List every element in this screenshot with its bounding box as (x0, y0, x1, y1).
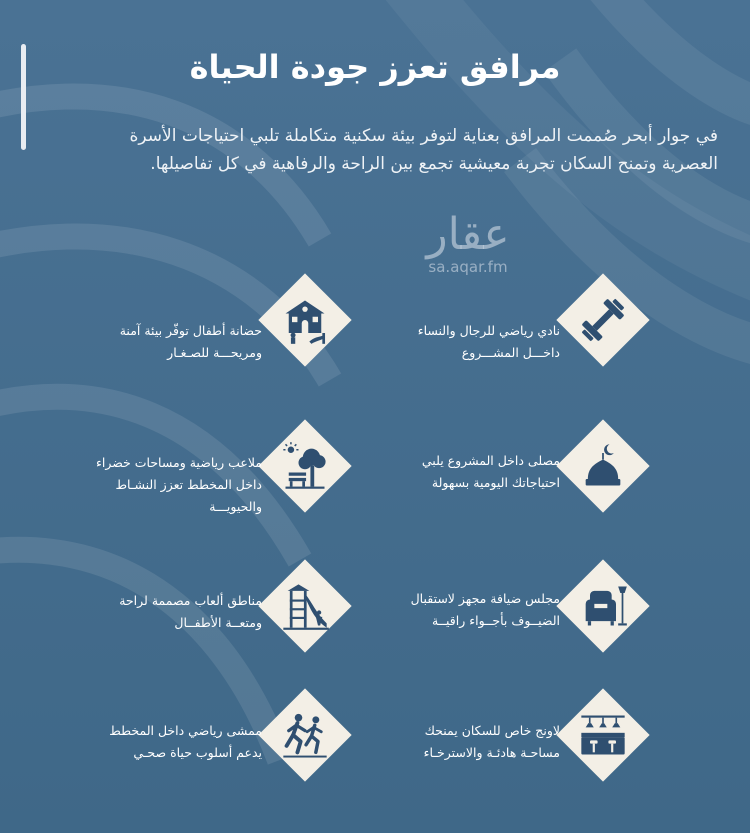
facility-label-line: مجلس ضيافة مجهز لاستقبال (410, 591, 560, 606)
facility-label (350, 720, 560, 764)
page-description: في جوار أبحر صُممت المرافق بعناية لتوفر بيئة سكنية متكاملة تلبي احتياجات الأسرة العصرية وتمنح السكان تجربة معيشية تجمع بين الراحة والرفاهية في كل تفاصيلها. (129, 126, 718, 174)
facility-label-line: داخل المخطط تعزز النشـاط (115, 477, 262, 492)
facility-label-line: مساحـة هادئـة والاسترخـاء (423, 745, 560, 760)
armchair-lamp-icon (577, 580, 629, 632)
facility-label-line: ملاعب رياضية ومساحات خضراء (95, 455, 262, 470)
playground-slide-icon (279, 580, 331, 632)
facility-label-line: احتياجاتك اليومية بسهولة (431, 475, 560, 490)
nursery-icon (279, 294, 331, 346)
dumbbell-icon (577, 294, 629, 346)
watermark (418, 209, 518, 276)
facility-label-line: مصلى داخل المشروع يلبي (421, 453, 560, 468)
facility-label (52, 590, 262, 634)
facility-label (52, 720, 262, 764)
facility-label (52, 320, 262, 364)
facility-label-line: نادي رياضي للرجال والنساء (417, 323, 560, 338)
watermark-arabic: عقار (426, 209, 510, 260)
facility-label-line: ومريحـــة للصـغـار (167, 345, 262, 360)
facility-label-line: لاونج خاص للسكان يمنحك (424, 723, 560, 738)
facility-label-line: والحيويـــة (209, 499, 262, 514)
facility-label (350, 588, 560, 632)
facility-label-line: يدعم أسلوب حياة صحـي (133, 745, 262, 760)
facility-label-line: ومتعــة الأطفــال (174, 615, 262, 630)
page-title: مرافق تعزز جودة الحياة (189, 48, 561, 86)
facility-label-line: داخـــل المشـــروع (461, 345, 560, 360)
facility-label-line: ممشى رياضي داخل المخطط (109, 723, 262, 738)
facility-label (350, 450, 560, 494)
facility-label-line: حضانة أطفال توفّر بيئة آمنة (119, 323, 262, 338)
mosque-icon (577, 440, 629, 492)
facility-label-line: الضيــوف بأجــواء راقيــة (431, 613, 560, 628)
lounge-icon (577, 709, 629, 761)
park-icon (279, 440, 331, 492)
facility-label (350, 320, 560, 364)
runners-icon (279, 709, 331, 761)
watermark-url: sa.aqar.fm (428, 258, 508, 276)
facility-label (52, 452, 262, 518)
accent-bar (21, 44, 26, 150)
facility-label-line: مناطق ألعاب مصممة لراحة (119, 593, 262, 608)
